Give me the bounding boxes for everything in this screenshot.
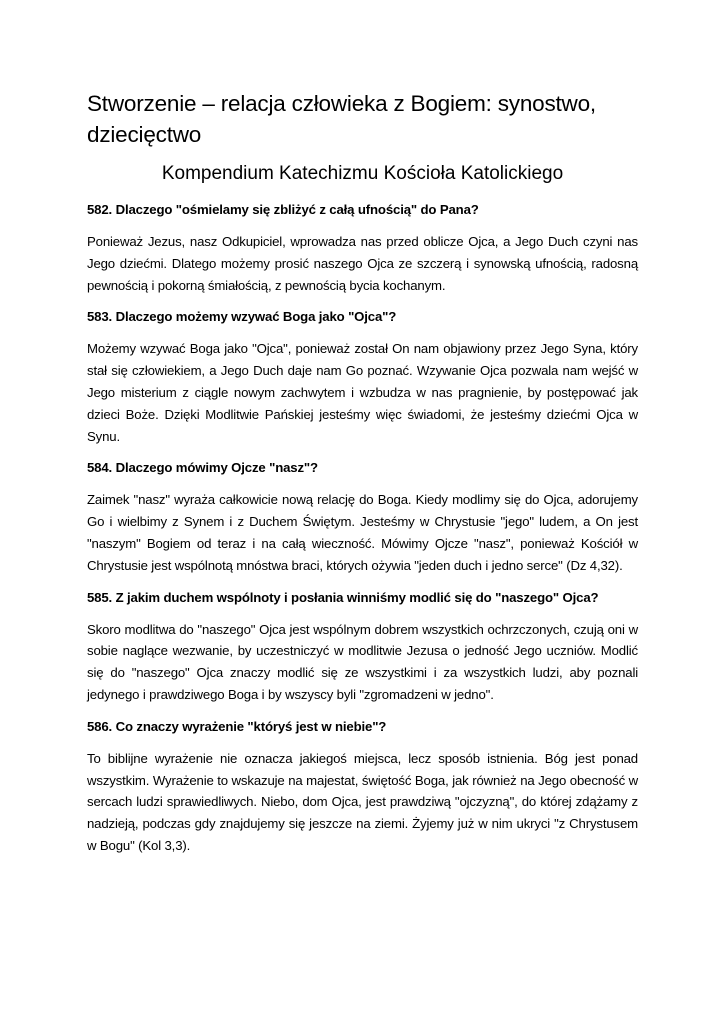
question-582: 582. Dlaczego "ośmielamy się zbliżyć z całą ufnością" do Pana? <box>87 202 479 217</box>
question-583: 583. Dlaczego możemy wzywać Boga jako "Ojca"? <box>87 309 397 325</box>
answer-585: Skoro modlitwa do "naszego" Ojca jest wspólnym dobrem wszystkich ochrzczonych, czują oni w sobie naglące wezwanie, by uczestniczyć w modlitwie Jezusa o jedność Jego uczniów. Modlić się do "naszego" Ojca znaczy modlić się ze wszystkimi i za wszystkich ludzi, aby poznali jedynego i prawdziwego Boga i by wszyscy byli "zgromadzeni w jedno". <box>87 621 638 702</box>
answer-584: Zaimek "nasz" wyraża całkowicie nową relację do Boga. Kiedy modlimy się do Ojca, adorujemy Go i wielbimy z Synem i z Duchem Świętym. Jesteśmy w Chrystusie "jego" ludem, a On jest "naszym" Bogiem od teraz i na całą wieczność. Mówimy Ojcze "nasz", ponieważ Kościół w Chrystusie jest wspólnotą mnóstwa braci, których ożywia "jeden duch i jedno serce" (Dz 4,32). <box>87 492 638 573</box>
page-subtitle: Kompendium Katechizmu Kościoła Katolickiego <box>161 163 564 184</box>
answer-582: Ponieważ Jezus, nasz Odkupiciel, wprowadza nas przed oblicze Ojca, a Jego Duch czyni nas Jego dziećmi. Dlatego możemy prosić naszego Ojca ze szczerą i synowską ufnością, radosną pewnością i pokorną śmiałością, z pewnością bycia kochanym. <box>87 234 638 293</box>
question-586: 586. Co znaczy wyrażenie "któryś jest w niebie"? <box>87 718 387 734</box>
page-title: Stworzenie – relacja człowieka z Bogiem: synostwo, dziecięctwo <box>87 91 596 147</box>
answer-586: To biblijne wyrażenie nie oznacza jakiegoś miejsca, lecz sposób istnienia. Bóg jest ponad wszystkim. Wyrażenie to wskazuje na majestat, świętość Boga, jak również na Jego obecność w sercach ludzi sprawiedliwych. Niebo, dom Ojca, jest prawdziwą "ojczyzną", do której zdążamy z nadzieją, podczas gdy znajdujemy się jeszcze na ziemi. Żyjemy już w nim ukryci "z Chrystusem w Bogu" (Kol 3,3). <box>87 750 638 853</box>
question-585: 585. Z jakim duchem wspólnoty i posłania winniśmy modlić się do "naszego" Ojca? <box>87 589 599 605</box>
question-584: 584. Dlaczego mówimy Ojcze "nasz"? <box>87 460 318 476</box>
answer-583: Możemy wzywać Boga jako "Ojca", ponieważ został On nam objawiony przez Jego Syna, który stał się człowiekiem, a Jego Duch daje nam Go poznać. Wzywanie Ojca pozwala nam wejść w Jego misterium z ciągle nowym zachwytem i wzbudza w nas pragnienie, by postępować jak dzieci Boże. Dzięki Modlitwie Pańskiej jesteśmy więc świadomi, że jesteśmy dziećmi Ojca w Synu. <box>87 341 638 444</box>
document-page <box>87 88 638 868</box>
